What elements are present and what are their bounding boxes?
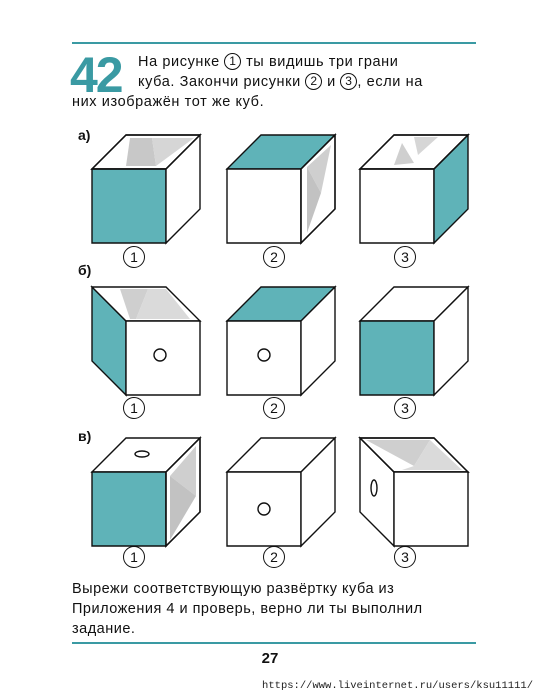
figure-marker: 3 <box>394 246 416 268</box>
exercise-number: 42 <box>70 47 122 103</box>
task-line2-mid: и <box>322 74 341 90</box>
cube-b3 <box>358 285 470 397</box>
cube-c2 <box>225 436 337 548</box>
task-line2-a: куба. Закончи рисунки <box>138 74 306 90</box>
task-line2-b: , если на <box>357 74 423 90</box>
instruction-text: Вырежи соответствующую развёртку куба из Приложения 4 и проверь, верно ли ты выполнил задание. <box>72 581 423 637</box>
circled-number: 3 <box>340 73 357 90</box>
figure-marker: 1 <box>123 546 145 568</box>
cube-a1 <box>90 133 202 245</box>
task-line1-a: На рисунке <box>138 54 225 70</box>
circled-number: 2 <box>305 73 322 90</box>
row-label-b: б) <box>78 262 92 278</box>
figure-marker: 3 <box>394 397 416 419</box>
source-url: https://www.liveinternet.ru/users/ksu11111/ <box>262 680 533 692</box>
figure-marker: 3 <box>394 546 416 568</box>
figure-marker: 1 <box>123 397 145 419</box>
cube-c3 <box>358 436 470 548</box>
cube-b1 <box>90 285 202 397</box>
circled-number: 1 <box>224 53 241 70</box>
bottom-rule <box>72 642 476 644</box>
task-line1-b: ты видишь три грани <box>241 54 399 70</box>
cube-a2 <box>225 133 337 245</box>
cube-b2 <box>225 285 337 397</box>
figure-marker: 2 <box>263 246 285 268</box>
page-number: 27 <box>261 650 279 667</box>
row-label-c: в) <box>78 428 92 444</box>
figure-marker: 1 <box>123 246 145 268</box>
figure-marker: 2 <box>263 397 285 419</box>
figure-marker: 2 <box>263 546 285 568</box>
top-rule <box>72 42 476 44</box>
cube-a3 <box>358 133 470 245</box>
cube-c1 <box>90 436 202 548</box>
row-label-a: а) <box>78 127 91 143</box>
task-line3: них изображён тот же куб. <box>72 94 265 110</box>
